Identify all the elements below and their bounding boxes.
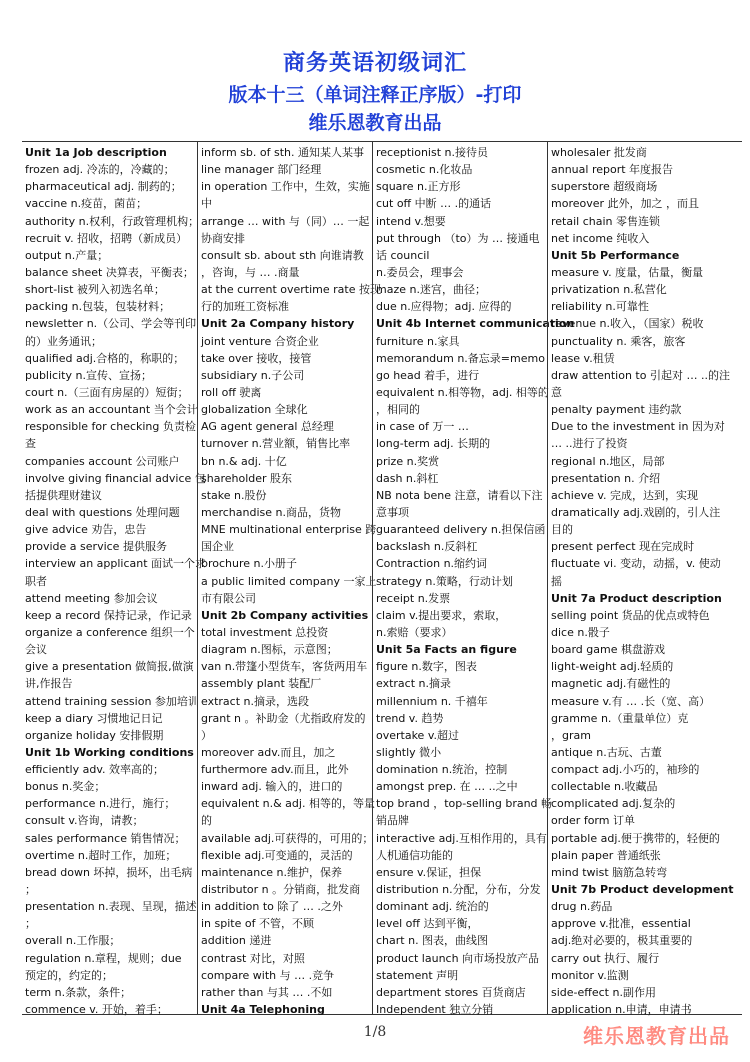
vocab-entry: approve v.批准，essential	[551, 917, 691, 931]
vocab-entry: commence v. 开始，着手；	[25, 1003, 168, 1017]
vocab-entry: NB nota bene 注意，请看以下注	[376, 488, 543, 502]
vocab-entry: take over 接收，接管	[201, 351, 312, 365]
vocab-entry: balance sheet 决算表，平衡表；	[25, 265, 194, 279]
vocab-entry: turnover n.营业额，销售比率	[201, 437, 351, 451]
vocab-entry: performance n.进行，施行；	[25, 797, 176, 811]
vocab-entry: complicated adj.复杂的	[551, 797, 676, 811]
vocab-entry: cosmetic n.化妆品	[376, 163, 473, 177]
vocab-entry: receptionist n.接待员	[376, 146, 488, 159]
vocab-entry: adj.绝对必要的，极其重要的	[551, 934, 693, 948]
vocab-entry: revenue n.收入，（国家）税收	[551, 317, 704, 331]
document-subtitle: 版本十三（单词注释正序版）-打印	[228, 84, 522, 106]
vocab-entry: dash n.斜杠	[376, 471, 439, 485]
vocab-entry: statement 声明	[376, 968, 459, 982]
vocab-entry: qualified adj.合格的，称职的；	[25, 351, 185, 365]
vocab-entry: chart n. 图表，曲线图	[376, 934, 489, 948]
vocab-entry: wholesaler 批发商	[551, 146, 647, 159]
vocab-entry: strategy n.策略，行动计划	[376, 574, 513, 588]
vocab-entry: privatization n.私营化	[551, 283, 667, 297]
vocab-entry: inform sb. of sth. 通知某人某事	[201, 146, 364, 159]
column-4	[547, 142, 734, 1017]
vocab-entry: in case of 万一 …	[376, 420, 469, 434]
vocab-entry: achieve v. 完成，达到，实现	[551, 488, 699, 502]
vocab-entry: collectable n.收藏品	[551, 780, 658, 794]
vocab-entry: overtake v.超过	[376, 728, 459, 742]
vocab-entry: at the current overtime rate 按现	[201, 283, 381, 297]
vocab-entry: moreover 此外，加之 ，而且	[551, 197, 700, 211]
vocab-entry: memorandum n.备忘录=memo	[376, 351, 545, 365]
vocab-entry: merchandise n.商品，货物	[201, 505, 341, 519]
vocab-entry: compact adj.小巧的，袖珍的	[551, 763, 700, 777]
vocab-entry: 中	[201, 197, 212, 211]
vocab-entry: organize holiday 安排假期	[25, 728, 164, 742]
vocab-entry: figure n.数字，图表	[376, 660, 477, 674]
unit-heading: Unit 1b Working conditions	[25, 745, 194, 759]
vocab-entry: 括提供理财建议	[25, 488, 102, 502]
vocab-entry: distributor n 。分销商，批发商	[201, 883, 361, 897]
vocab-entry: 协商安排	[201, 231, 245, 245]
vocab-entry: selling point 货品的优点或特色	[551, 608, 710, 622]
vocab-entry: subsidiary n.子公司	[201, 368, 305, 382]
vocab-entry: equivalent n.相等物，adj. 相等的	[376, 385, 549, 399]
vocab-entry: addition 递进	[201, 934, 272, 948]
vocab-entry: roll off 驶离	[201, 385, 262, 399]
unit-heading: Unit 5a Facts an figure	[376, 643, 517, 657]
vocab-entry: long-term adj. 长期的	[376, 437, 491, 451]
vocab-entry: … ..进行了投资	[551, 437, 628, 451]
vocab-entry: bn n.& adj. 十亿	[201, 454, 287, 468]
vocab-entry: side-effect n.副作用	[551, 985, 656, 999]
vocab-entry: joint venture 合资企业	[201, 334, 319, 348]
vocab-entry: keep a diary 习惯地记日记	[25, 711, 163, 725]
vocab-entry: draw attention to 引起对 … ..的注	[551, 368, 730, 382]
vocab-entry: order form 订单	[551, 814, 635, 828]
vocab-entry: compare with 与 … .竞争	[201, 968, 335, 982]
vocab-entry: dominant adj. 统治的	[376, 900, 489, 914]
vocab-entry: stake n.股份	[201, 488, 267, 502]
column-1	[22, 142, 207, 1017]
unit-heading: Unit 2b Company activities	[201, 608, 369, 622]
vocab-entry: punctuality n. 乘客，旅客	[551, 334, 686, 348]
vocab-entry: ；	[25, 883, 36, 897]
vocab-entry: assembly plant 装配厂	[201, 677, 322, 691]
vocab-entry: regional n.地区，局部	[551, 454, 665, 468]
vocab-entry: 摇	[551, 574, 562, 588]
vocab-entry: trend v. 趋势	[376, 711, 444, 725]
vocab-entry: present perfect 现在完成时	[551, 540, 695, 554]
vocab-entry: 市有限公司	[201, 591, 256, 605]
vocab-entry: annual report 年度报告	[551, 163, 674, 177]
vocab-entry: ensure v.保证，担保	[376, 865, 482, 879]
vocab-entry: 目的	[551, 523, 573, 537]
vocab-entry: give a presentation 做简报,做演	[25, 660, 194, 674]
vocab-entry: authority n.权利，行政管理机构；	[25, 214, 200, 228]
vocab-entry: ，gram	[551, 728, 591, 742]
vocab-entry: square n.正方形	[376, 180, 461, 194]
vocab-entry: in operation 工作中，生效，实施	[201, 180, 370, 194]
vocab-entry: dramatically adj.戏剧的，引人注	[551, 505, 721, 519]
vocab-entry: short-list 被列入初选名单；	[25, 283, 165, 297]
vocab-entry: measure v. 度量，估量，衡量	[551, 265, 704, 279]
vocab-entry: grant n 。补助金（尤指政府发的	[201, 711, 366, 725]
vocab-entry: Due to the investment in 因为对	[551, 420, 725, 434]
vocab-entry: magnetic adj.有磁性的	[551, 677, 671, 691]
vocab-entry: furthermore adv.而且，此外	[201, 763, 349, 777]
vocab-entry: output n.产量；	[25, 248, 109, 262]
unit-heading: Unit 7a Product description	[551, 591, 722, 605]
vocab-entry: 意事项	[376, 505, 409, 519]
unit-heading: Unit 7b Product development	[551, 883, 734, 897]
vocab-entry: 行的加班工资标准	[201, 300, 289, 314]
vocab-entry: antique n.古玩、古董	[551, 745, 662, 759]
vocab-entry: deal with questions 处理问题	[25, 505, 180, 519]
vocab-entry: backslash n.反斜杠	[376, 540, 478, 554]
vocab-entry: efficiently adv. 效率高的；	[25, 763, 164, 777]
vocab-entry: consult v.咨询，请教；	[25, 814, 144, 828]
vocab-entry: extract n.摘录，选段	[201, 694, 309, 708]
vocab-entry: extract n.摘录	[376, 677, 451, 691]
vocab-entry: go head 着手，进行	[376, 368, 480, 382]
vocab-entry: overall n.工作服；	[25, 934, 121, 948]
vocab-entry: department stores 百货商店	[376, 985, 526, 999]
vocab-entry: mind twist 脑筋急转弯	[551, 865, 668, 879]
vocab-entry: total investment 总投资	[201, 625, 329, 639]
vocab-entry: interactive adj.互相作用的，具有	[376, 831, 547, 845]
vocab-entry: moreover adv.而且，加之	[201, 745, 336, 759]
column-2	[197, 142, 381, 1017]
vocab-entry: due n.应得物；adj. 应得的	[376, 300, 512, 314]
vocab-entry: attend meeting 参加会议	[25, 591, 158, 605]
vocab-entry: rather than 与其 … .不如	[201, 985, 333, 999]
vocab-entry: presentation n. 介绍	[551, 471, 661, 485]
vocab-entry: maze n.迷宫，曲径；	[376, 283, 486, 297]
vocab-entry: in addition to 除了 … .之外	[201, 900, 343, 914]
vocab-entry: companies account 公司账户	[25, 454, 180, 468]
vocab-entry: ，相同的	[376, 403, 420, 417]
vocab-entry: penalty payment 违约款	[551, 403, 682, 417]
vocab-entry: brochure n.小册子	[201, 557, 297, 571]
vocab-entry: guaranteed delivery n.担保信函	[376, 523, 546, 537]
vocab-entry: Independent 独立分销	[376, 1003, 494, 1017]
vocab-entry: superstore 超级商场	[551, 180, 658, 194]
unit-heading: Unit 2a Company history	[201, 317, 355, 331]
publisher-line: 维乐恩教育出品	[308, 112, 442, 134]
vocab-entry: 的）业务通讯；	[25, 334, 102, 348]
vocab-entry: carry out 执行、履行	[551, 951, 660, 965]
vocab-entry: claim v.提出要求，索取，	[376, 608, 507, 622]
vocab-entry: net income 纯收入	[551, 231, 650, 245]
vocab-entry: newsletter n.（公司、学会等刊印	[25, 317, 197, 331]
vocab-entry: distribution n.分配，分布，分发	[376, 883, 541, 897]
vocab-entry: amongst prep. 在 … ..之中	[376, 780, 518, 794]
vocab-entry: arrange … with 与（同）… 一起	[201, 214, 370, 228]
unit-heading: Unit 1a Job description	[25, 146, 167, 159]
vocab-entry: lease v.租赁	[551, 351, 615, 365]
vocab-entry: MNE multinational enterprise 跨	[201, 523, 377, 537]
vocabulary-columns	[22, 141, 742, 1015]
vocab-entry: pharmaceutical adj. 制药的；	[25, 180, 182, 194]
vocab-entry: 职者	[25, 574, 47, 588]
vocab-entry: sales performance 销售情况；	[25, 831, 186, 845]
vocab-entry: bonus n.奖金；	[25, 780, 106, 794]
vocab-entry: AG agent general 总经理	[201, 420, 334, 434]
vocab-entry: contrast 对比，对照	[201, 951, 305, 965]
vocab-entry: application n.申请，申请书	[551, 1003, 692, 1017]
vocab-entry: put through （to）为 … 接通电	[376, 231, 540, 245]
vocab-entry: flexible adj.可变通的，灵活的	[201, 848, 353, 862]
vocab-entry: 的	[201, 814, 212, 828]
vocab-entry: diagram n.图标，示意图；	[201, 643, 338, 657]
vocab-entry: maintenance n.维护，保养	[201, 865, 343, 879]
unit-heading: Unit 4b Internet communication	[376, 317, 575, 331]
vocab-entry: drug n.药品	[551, 900, 613, 914]
vocab-entry: line manager 部门经理	[201, 163, 322, 177]
vocab-entry: plain paper 普通纸张	[551, 848, 661, 862]
vocab-entry: overtime n.超时工作，加班；	[25, 848, 177, 862]
vocab-entry: retail chain 零售连锁	[551, 214, 660, 228]
vocab-entry: court n.（三面有房屋的）短街；	[25, 385, 189, 399]
vocab-entry: board game 棋盘游戏	[551, 643, 665, 657]
vocab-entry: millennium n. 千禧年	[376, 694, 488, 708]
vocab-entry: keep a record 保持记录，作记录	[25, 608, 192, 622]
vocab-entry: slightly 微小	[376, 745, 442, 759]
vocab-entry: n.委员会，理事会	[376, 265, 464, 279]
vocab-entry: available adj.可获得的，可用的；	[201, 831, 374, 845]
vocab-entry: 话 council	[376, 248, 430, 262]
vocab-entry: give advice 劝告，忠告	[25, 523, 147, 537]
vocab-entry: domination n.统治，控制	[376, 763, 508, 777]
vocab-entry: involve giving financial advice 包	[25, 471, 206, 485]
vocab-entry: product launch 向市场投放产品	[376, 951, 540, 965]
vocab-entry: vaccine n.疫苗，菌苗；	[25, 197, 148, 211]
vocab-entry: regulation n.章程，规则；due	[25, 951, 182, 965]
vocab-entry: presentation n.表现、呈现，描述	[25, 900, 197, 914]
vocab-entry: a public limited company 一家上	[201, 574, 377, 588]
vocab-entry: prize n.奖赏	[376, 454, 440, 468]
vocab-entry: measure v.有 … .长（宽、高）	[551, 694, 711, 708]
vocab-entry: consult sb. about sth 向谁请教	[201, 248, 364, 262]
vocab-entry: inward adj. 输入的，进口的	[201, 780, 343, 794]
vocab-entry: equivalent n.& adj. 相等的，等量	[201, 797, 375, 811]
vocab-entry: fluctuate vi. 变动，动摇，v. 使动	[551, 557, 721, 571]
vocab-entry: 会议	[25, 643, 47, 657]
vocab-entry: attend training session 参加培训	[25, 694, 199, 708]
vocab-entry: level off 达到平衡，	[376, 917, 479, 931]
vocab-entry: packing n.包装，包装材料；	[25, 300, 171, 314]
vocab-entry: gramme n.（重量单位）克	[551, 711, 689, 725]
vocab-entry: recruit v. 招收，招聘（新成员）	[25, 231, 188, 245]
vocab-entry: responsible for checking 负责检	[25, 420, 196, 434]
vocab-entry: dice n.骰子	[551, 625, 610, 639]
document-title: 商务英语初级词汇	[282, 51, 467, 76]
vocab-entry: shareholder 股东	[201, 471, 293, 485]
vocab-entry: term n.条款，条件；	[25, 985, 132, 999]
vocab-entry: light-weight adj.轻质的	[551, 660, 674, 674]
vocab-entry: receipt n.发票	[376, 591, 451, 605]
vocab-entry: cut off 中断 … .的通话	[376, 197, 492, 211]
vocab-entry: top brand ，top-selling brand 畅	[376, 797, 553, 811]
vocab-entry: 国企业	[201, 540, 234, 554]
vocab-entry: organize a conference 组织一个	[25, 625, 195, 639]
vocab-entry: globalization 全球化	[201, 403, 308, 417]
vocab-entry: ，咨询，与 … .商量	[201, 265, 300, 279]
vocab-entry: publicity n.宣传、宣扬；	[25, 368, 152, 382]
vocab-entry: portable adj.便于携带的，轻便的	[551, 831, 720, 845]
vocab-entry: 意	[551, 385, 562, 399]
vocab-entry: furniture n.家具	[376, 334, 460, 348]
vocab-entry: monitor v.监测	[551, 968, 629, 982]
vocab-entry: 讲,作报告	[25, 677, 73, 691]
vocab-entry: intend v.想要	[376, 214, 446, 228]
vocab-entry: 人机通信功能的	[376, 848, 453, 862]
vocab-entry: work as an accountant 当个会计	[25, 403, 198, 417]
vocab-entry: n.索赔（要求）	[376, 625, 453, 639]
watermark: 维乐恩教育出品	[583, 1024, 730, 1048]
vocab-entry: bread down 坏掉，损坏，出毛病	[25, 865, 193, 879]
vocab-entry: frozen adj. 冷冻的，冷藏的；	[25, 163, 175, 177]
unit-heading: Unit 4a Telephoning	[201, 1003, 325, 1017]
unit-heading: Unit 5b Performance	[551, 248, 680, 262]
vocab-entry: 查	[25, 437, 36, 451]
vocab-entry: in spite of 不管，不顾	[201, 917, 314, 931]
vocab-entry: reliability n.可靠性	[551, 300, 649, 314]
vocab-entry: interview an applicant 面试一个求	[25, 557, 207, 571]
vocab-entry: 预定的，约定的；	[25, 968, 113, 982]
vocab-entry: ）	[201, 728, 212, 742]
vocab-entry: ；	[25, 917, 36, 931]
vocab-entry: 销品牌	[376, 814, 409, 828]
vocab-entry: van n.带篷小型货车，客货两用车	[201, 660, 368, 674]
vocab-entry: provide a service 提供服务	[25, 540, 167, 554]
page-number: 1/8	[363, 1024, 387, 1040]
vocab-entry: Contraction n.缩约词	[376, 557, 488, 571]
